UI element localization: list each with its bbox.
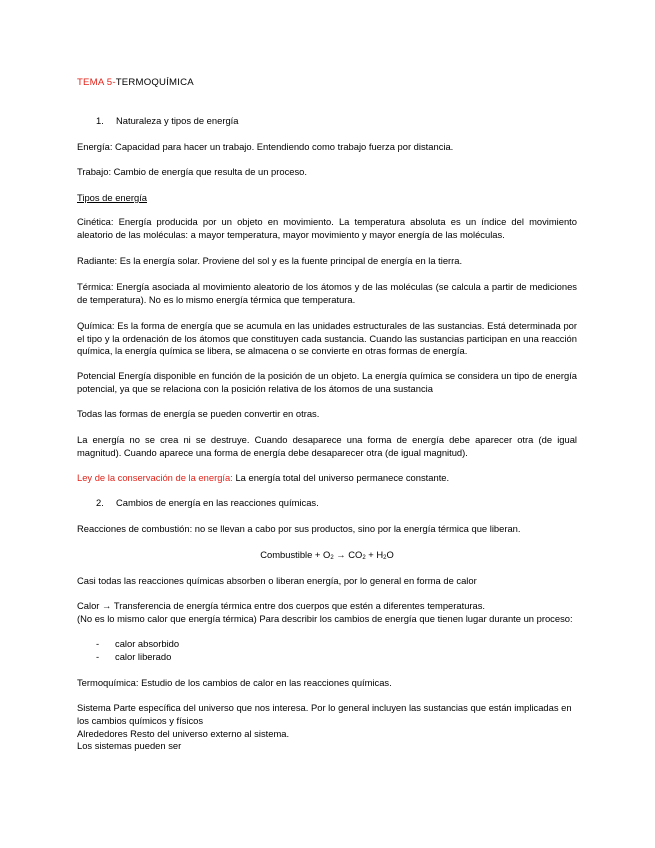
formula-mid: + H <box>365 549 384 560</box>
tipos-heading: Tipos de energía <box>77 192 148 203</box>
paragraph-combustion: Reacciones de combustión: no se llevan a cabo por sus productos, sino por la energía térmica que liberan. <box>77 523 521 534</box>
title-prefix: TEMA 5- <box>77 77 116 88</box>
paragraph-energia: Energía: Capacidad para hacer un trabajo. Entendiendo como trabajo fuerza por distancia. <box>77 141 454 152</box>
title-main: TERMOQUÍMICA <box>115 77 194 88</box>
paragraph-todas: Todas las formas de energía se pueden convertir en otras. <box>77 408 320 419</box>
paragraph-sistema: Sistema Parte específica del universo que nos interesa. Por lo general incluyen las sustancias que están implicadas en los cambios químicos y físicos <box>77 702 572 726</box>
paragraph-quimica: Química: Es la forma de energía que se acumula en las unidades estructurales de las sustancias. Está determinada por el tipo y la ordenación de los átomos que constituyen cada sustancia. Cuando las sustancias participan en una reacción química, la energía química se libera, se almacena o se convierte en otras formas de energía. <box>77 320 577 357</box>
paragraph-calor-1: Calor → Transferencia de energía térmica entre dos cuerpos que estén a diferentes temperaturas. <box>77 600 486 611</box>
paragraph-alrededores: Alrededores Resto del universo externo al sistema. <box>77 728 290 739</box>
paragraph-trabajo: Trabajo: Cambio de energía que resulta de un proceso. <box>77 166 308 177</box>
section-1-title: Naturaleza y tipos de energía <box>116 115 239 126</box>
formula-sub-o2: 2 <box>330 555 334 561</box>
paragraph-cinetica: Cinética: Energía producida por un objeto en movimiento. La temperatura absoluta es un índice del movimiento aleatorio de las moléculas: a mayor temperatura, mayor movimiento y mayor energía de las moléculas. <box>77 216 577 240</box>
ley-label: Ley de la conservación de la energía: <box>77 472 233 483</box>
formula-sub-h2: 2 <box>383 555 387 561</box>
bullet-dash: - <box>96 638 100 649</box>
bullet-text: calor liberado <box>115 651 172 662</box>
paragraph-radiante: Radiante: Es la energía solar. Proviene del sol y es la fuente principal de energía en la tierra. <box>77 255 463 266</box>
formula-arrow: → CO <box>333 549 363 560</box>
formula-left: Combustible + O <box>260 549 331 560</box>
bullet-text: calor absorbido <box>115 638 180 649</box>
paragraph-sistemas-pueden: Los sistemas pueden ser <box>77 740 182 751</box>
paragraph-calor-2: (No es lo mismo calor que energía térmica) Para describir los cambios de energía que tienen lugar durante un proceso: <box>77 613 573 624</box>
paragraph-casi-todas: Casi todas las reacciones químicas absorben o liberan energía, por lo general en forma de calor <box>77 575 477 586</box>
combustion-formula <box>77 549 577 562</box>
ley-text: La energía total del universo permanece constante. <box>232 472 450 483</box>
formula-end: O <box>386 549 394 560</box>
section-2-title: Cambios de energía en las reacciones químicas. <box>116 497 319 508</box>
paragraph-potencial: Potencial Energía disponible en función de la posición de un objeto. La energía química se considera un tipo de energía potencial, ya que se relaciona con la posición relativa de los átomos de una sustancia <box>77 370 577 394</box>
paragraph-no-se-crea: La energía no se crea ni se destruye. Cuando desaparece una forma de energía debe aparecer otra (de igual magnitud). Cuando aparece una forma de energía debe desaparecer otra (de igual magnitud). <box>77 434 577 458</box>
document-title <box>77 77 577 90</box>
paragraph-termoquimica: Termoquímica: Estudio de los cambios de calor en las reacciones químicas. <box>77 677 392 688</box>
paragraph-ley <box>77 472 577 485</box>
section-2-number: 2. <box>96 497 104 508</box>
bullet-dash: - <box>96 651 100 662</box>
paragraph-termica: Térmica: Energía asociada al movimiento aleatorio de los átomos y de las moléculas (se calcula a partir de mediciones de temperatura). No es lo mismo energía térmica que temperatura. <box>77 281 577 305</box>
section-1-number: 1. <box>96 115 104 126</box>
formula-sub-co2: 2 <box>362 555 366 561</box>
